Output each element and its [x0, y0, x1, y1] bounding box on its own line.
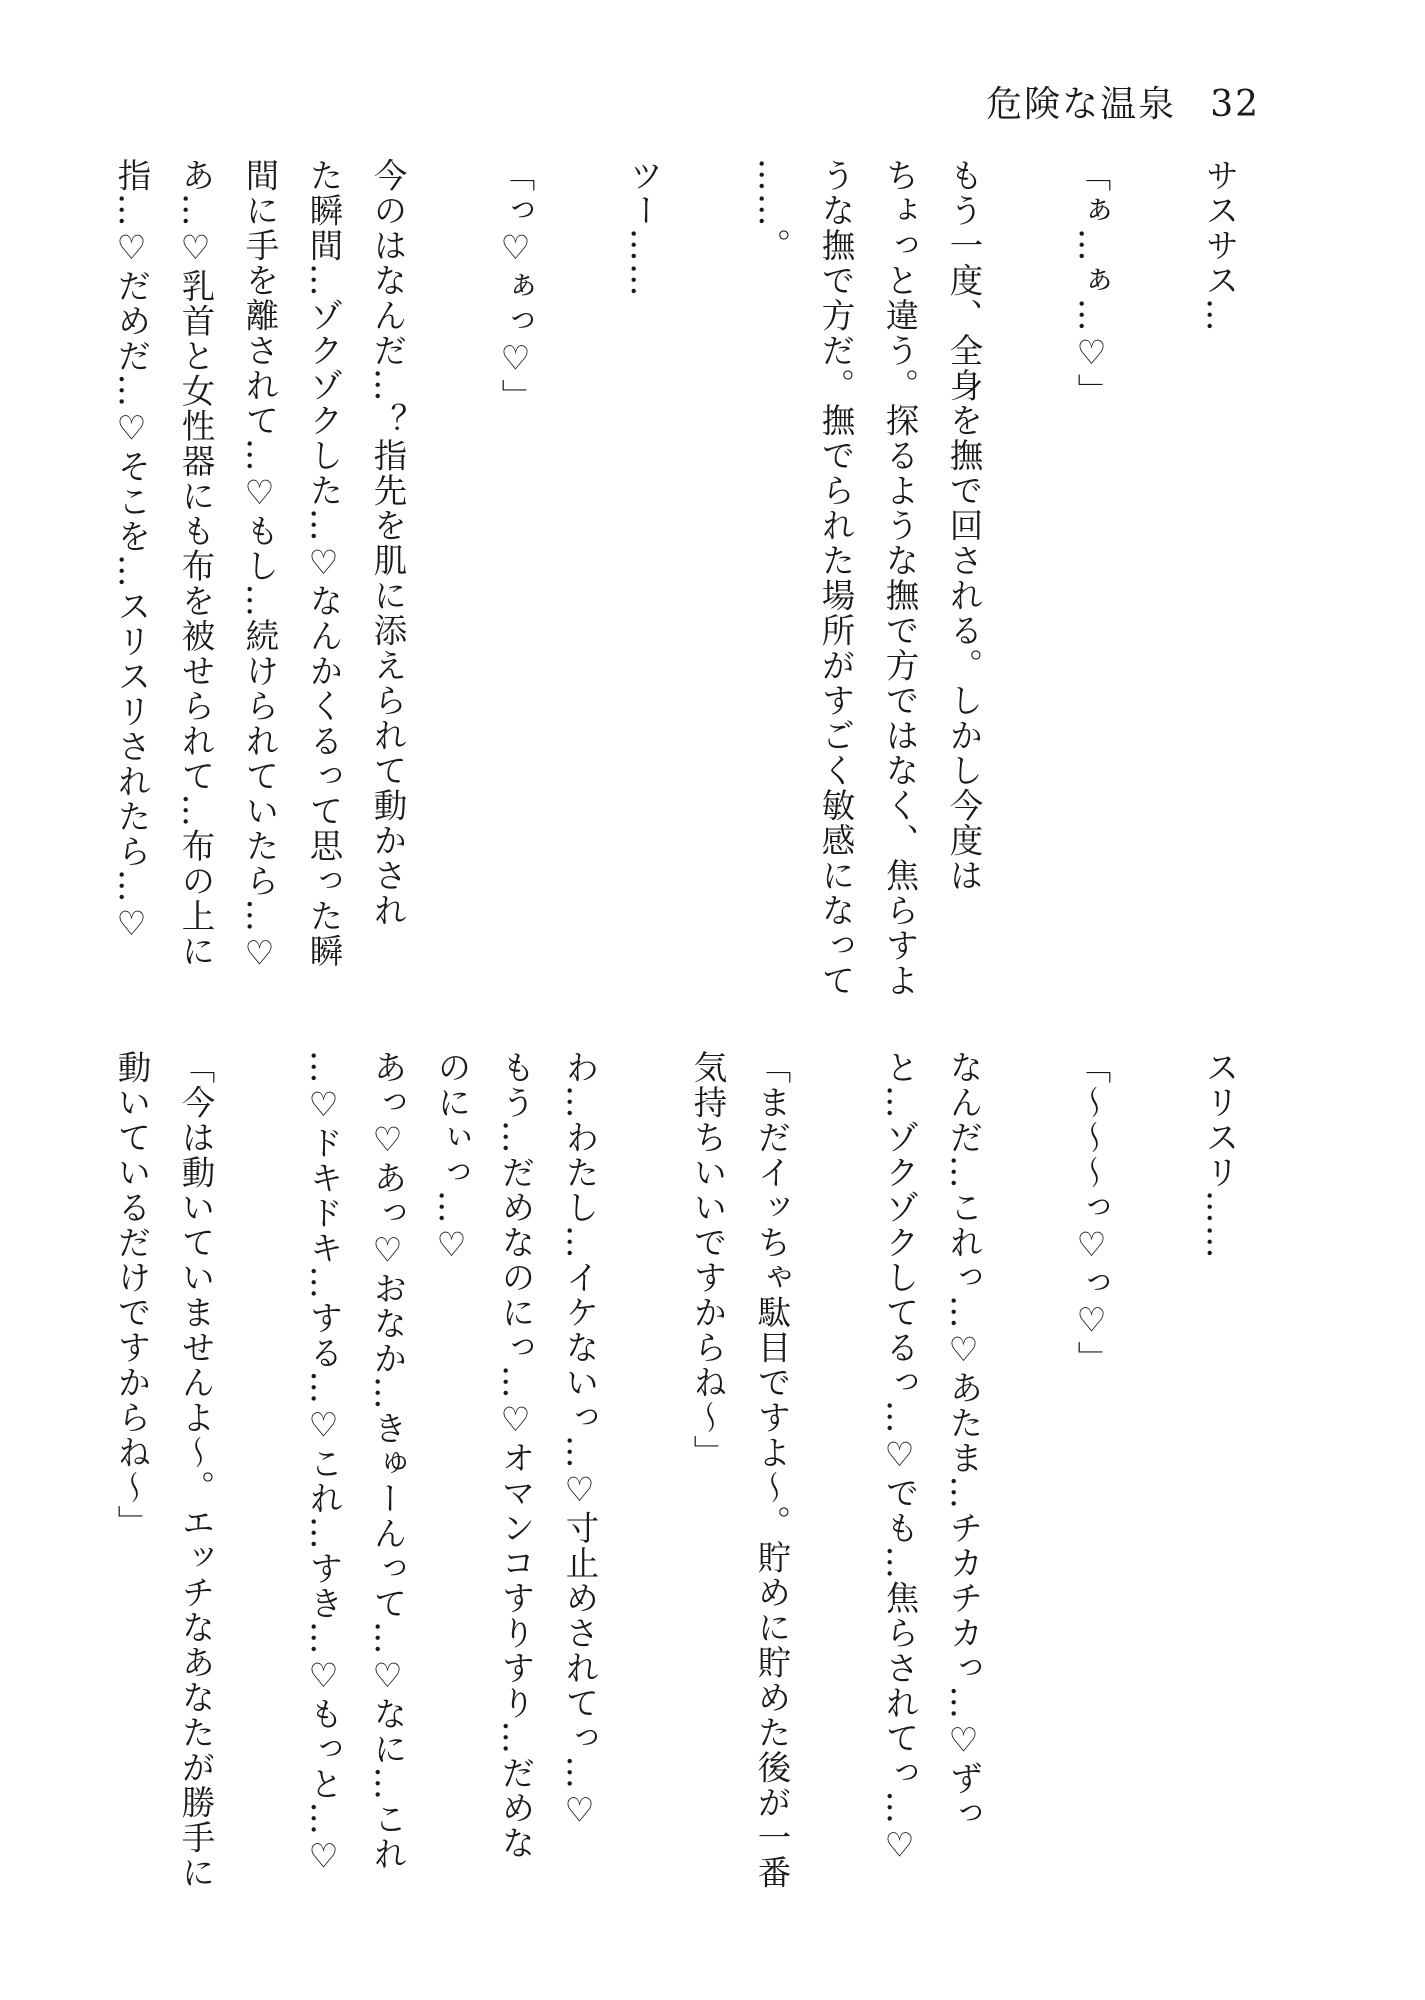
- text-line: 「今は動いていませんよ〜。エッチなあなたが勝手に: [176, 1050, 215, 1890]
- text-line: 「〜〜〜っ♡っ♡」: [1072, 1050, 1111, 1376]
- text-line: 「っ♡ぁっ♡」: [496, 158, 535, 414]
- text-line: 「まだイッちゃ駄目ですよ〜。貯めに貯めた後が一番: [752, 1050, 791, 1890]
- text-line: 指…♡だめだ…♡そこを…スリスリされたら…♡: [112, 158, 151, 945]
- chapter-title: 危険な温泉: [986, 84, 1177, 125]
- text-line: 今のはなんだ…？指先を肌に添えられて動かされ: [368, 158, 407, 928]
- text-line: 「ぁ…ぁ…♡」: [1072, 158, 1111, 409]
- text-line: ……。: [752, 158, 791, 263]
- text-line: のにぃっ…♡: [432, 1050, 471, 1266]
- text-line: あっ♡あっ♡おなか…きゅーんって…♡なに…これ: [368, 1050, 407, 1872]
- text-line: …♡ドキドキ…する…♡これ…すき…♡もっと…♡: [304, 1050, 343, 1877]
- text-line: なんだ…これっ…♡あたま…チカチカっ…♡ずっ: [944, 1050, 983, 1831]
- text-line: 間に手を離されて…♡もし…続けられていたら…♡: [240, 158, 279, 974]
- text-line: サスサス…: [1200, 158, 1239, 333]
- text-line: 動いているだけですからね〜」: [112, 1050, 151, 1540]
- text-block-bottom: [112, 1050, 1247, 1890]
- text-line: わ…わたし…イケないっ…♡寸止めされてっ…♡: [560, 1050, 599, 1831]
- text-line: 気持ちいいですからね〜」: [688, 1050, 727, 1470]
- text-line: た瞬間…ゾクゾクした…♡なんかくるって思った瞬: [304, 158, 343, 969]
- text-block-top: [112, 158, 1247, 998]
- text-line: もう一度、全身を撫で回される。しかし今度は: [944, 158, 983, 893]
- text-line: もう…だめなのにっ…♡オマンコすりすり…だめな: [496, 1050, 535, 1861]
- page-number: 32: [1210, 84, 1260, 125]
- running-head: [986, 76, 1260, 127]
- text-line: ツー……: [624, 158, 663, 298]
- text-line: うな撫で方だ。撫でられた場所がすごく敏感になって: [816, 158, 855, 998]
- text-line: あ…♡乳首と女性器にも布を被せられて…布の上に: [176, 158, 215, 969]
- text-line: と…ゾクゾクしてるっ…♡でも…焦らされてっ…♡: [880, 1050, 919, 1866]
- text-line: ちょっと違う。探るような撫で方ではなく、焦らすよ: [880, 158, 919, 998]
- text-line: スリスリ……: [1200, 1050, 1239, 1260]
